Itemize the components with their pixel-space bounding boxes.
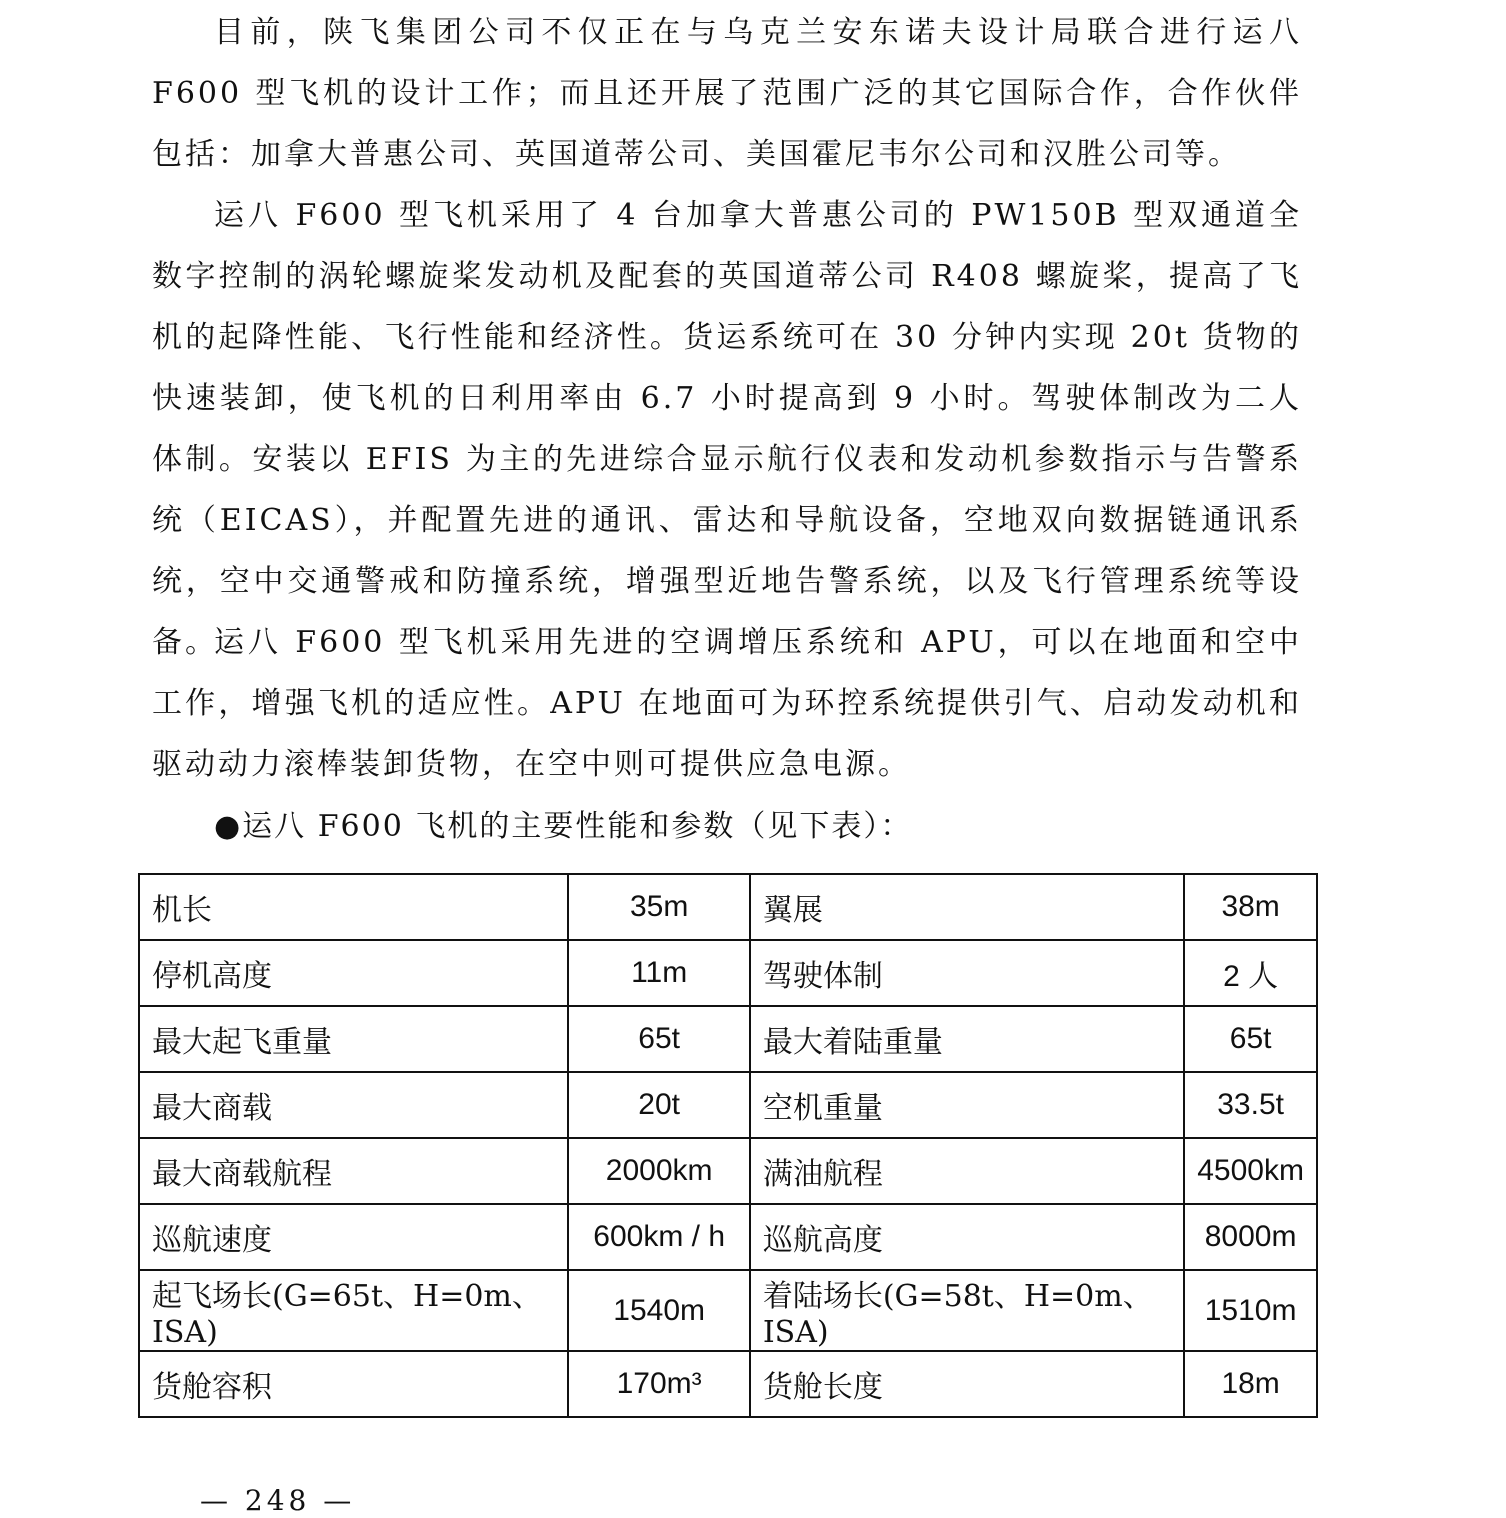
spec-label-cell: 巡航高度	[750, 1204, 1184, 1270]
spec-label-cell: 货舱长度	[750, 1351, 1184, 1417]
spec-value-cell: 18m	[1184, 1351, 1317, 1417]
spec-label-cell: 机长	[139, 874, 568, 940]
spec-value-cell: 35m	[568, 874, 749, 940]
spec-value-cell: 2000km	[568, 1138, 749, 1204]
spec-label-cell: 空机重量	[750, 1072, 1184, 1138]
spec-value-cell: 4500km	[1184, 1138, 1317, 1204]
spec-label-cell: 起飞场长(G=65t、H=0m、ISA)	[139, 1270, 568, 1351]
spec-value-cell: 65t	[1184, 1006, 1317, 1072]
spec-label-cell: 满油航程	[750, 1138, 1184, 1204]
spec-value-cell: 33.5t	[1184, 1072, 1317, 1138]
spec-label-cell: 停机高度	[139, 940, 568, 1006]
spec-label-cell: 驾驶体制	[750, 940, 1184, 1006]
table-row	[139, 1270, 1317, 1351]
spec-label-cell: 最大商载	[139, 1072, 568, 1138]
spec-value-cell: 20t	[568, 1072, 749, 1138]
spec-label-cell: 最大起飞重量	[139, 1006, 568, 1072]
table-row	[139, 874, 1317, 940]
spec-label-cell: 货舱容积	[139, 1351, 568, 1417]
spec-table	[138, 873, 1318, 1418]
page-number: — 248 —	[200, 1484, 356, 1517]
table-caption: ●运八 F600 飞机的主要性能和参数（见下表）：	[214, 809, 913, 844]
spec-value-cell: 1540m	[568, 1270, 749, 1351]
spec-label-cell: 最大商载航程	[139, 1138, 568, 1204]
paragraph-1: 目前，陕飞集团公司不仅正在与乌克兰安东诺夫设计局联合进行运八 F600 型飞机的设计工作；而且还开展了范围广泛的其它国际合作，合作伙伴包括：加拿大普惠公司、英国道蒂公司、美国霍尼韦尔公司和汉胜公司等。	[152, 15, 1302, 172]
spec-value-cell: 2 人	[1184, 940, 1317, 1006]
spec-label-cell: 最大着陆重量	[750, 1006, 1184, 1072]
table-row	[139, 1351, 1317, 1417]
spec-label-cell: 翼展	[750, 874, 1184, 940]
spec-value-cell: 1510m	[1184, 1270, 1317, 1351]
spec-value-cell: 600km / h	[568, 1204, 749, 1270]
table-row	[139, 1138, 1317, 1204]
paragraph-2: 运八 F600 型飞机采用了 4 台加拿大普惠公司的 PW150B 型双通道全数字控制的涡轮螺旋桨发动机及配套的英国道蒂公司 R408 螺旋桨，提高了飞机的起降性能、飞行性能和经济性。货运系统可在 30 分钟内实现 20t 货物的快速装卸，使飞机的日利用率由 6.7 小时提高到 9 小时。驾驶体制改为二人体制。安装以 EFIS 为主的先进综合显示航行仪表和发动机参数指示与告警系统（EICAS），并配置先进的通讯、雷达和导航设备，空地双向数据链通讯系统，空中交通警戒和防撞系统，增强型近地告警系统，以及飞行管理系统等设备。	[152, 198, 1303, 660]
spec-value-cell: 8000m	[1184, 1204, 1317, 1270]
spec-label-cell: 巡航速度	[139, 1204, 568, 1270]
table-row	[139, 1072, 1317, 1138]
spec-table-body	[139, 874, 1317, 1417]
table-row	[139, 940, 1317, 1006]
table-row	[139, 1006, 1317, 1072]
spec-value-cell: 11m	[568, 940, 749, 1006]
spec-label-cell: 着陆场长(G=58t、H=0m、ISA)	[750, 1270, 1184, 1351]
table-row	[139, 1204, 1317, 1270]
spec-value-cell: 170m³	[568, 1351, 749, 1417]
spec-value-cell: 38m	[1184, 874, 1317, 940]
spec-value-cell: 65t	[568, 1006, 749, 1072]
paragraph-3: 运八 F600 型飞机采用先进的空调增压系统和 APU，可以在地面和空中工作，增强飞机的适应性。APU 在地面可为环控系统提供引气、启动发动机和驱动动力滚棒装卸货物，在空中则可提供应急电源。	[152, 625, 1302, 782]
